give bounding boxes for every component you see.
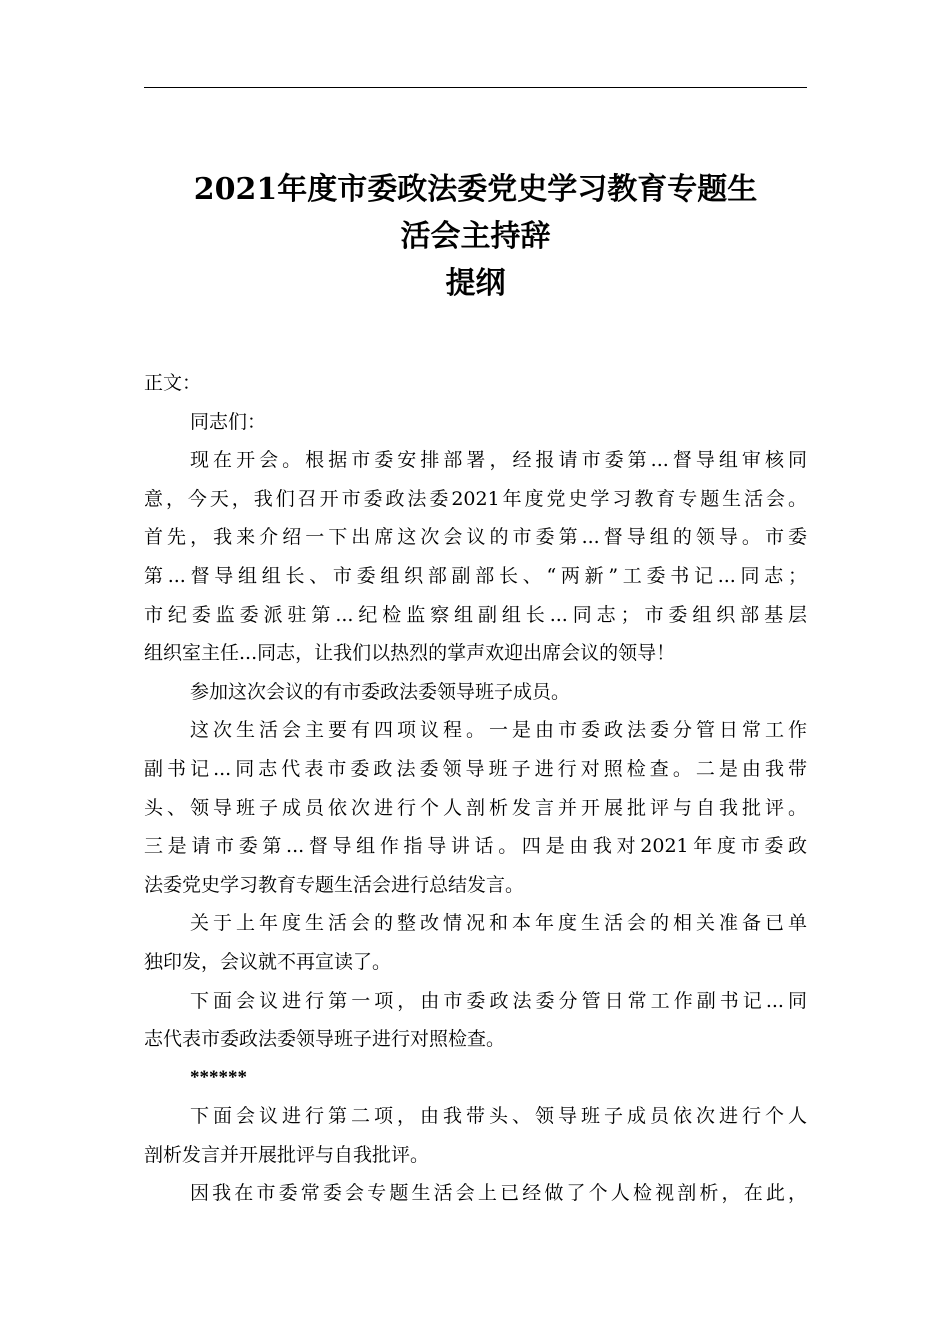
title-line-3: 提纲: [445, 266, 506, 301]
paragraph-line: 参加这次会议的有市委政法委领导班子成员。: [190, 680, 571, 703]
paragraph-line: 独印发，会议就不再宣读了。: [144, 950, 392, 973]
section-separator: ******: [190, 1066, 247, 1088]
header-rule: [144, 87, 807, 88]
body-label: 正文：: [144, 372, 202, 394]
title-line-2: 活会主持辞: [400, 219, 551, 254]
title-line-1: 2021年度市委政法委党史学习教育专题生: [193, 172, 758, 207]
paragraph-line: 头、领导班子成员依次进行个人剖析发言并开展批评与自我批评。: [144, 796, 807, 819]
paragraph-line: 志代表市委政法委领导班子进行对照检查。: [144, 1028, 506, 1051]
paragraph-line: 下面会议进行第一项，由市委政法委分管日常工作副书记...同: [190, 989, 807, 1012]
paragraph-line: 副书记...同志代表市委政法委领导班子进行对照检查。二是由我带: [144, 757, 807, 780]
paragraph-line: 三是请市委第...督导组作指导讲话。四是由我对2021年度市委政: [144, 835, 807, 858]
paragraph-line: 现在开会。根据市委安排部署，经报请市委第...督导组审核同: [190, 449, 807, 472]
paragraph-line: 下面会议进行第二项，由我带头、领导班子成员依次进行个人: [190, 1105, 807, 1128]
paragraph-line: 同志们：: [190, 410, 267, 433]
paragraph-line: 因我在市委常委会专题生活会上已经做了个人检视剖析，在此，: [190, 1182, 807, 1205]
paragraph-line: 组织室主任...同志，让我们以热烈的掌声欢迎出席会议的领导！: [144, 642, 676, 665]
paragraph-line: 市纪委监委派驻第...纪检监察组副组长...同志；市委组织部基层: [144, 603, 807, 626]
paragraph-line: 关于上年度生活会的整改情况和本年度生活会的相关准备已单: [190, 912, 807, 935]
paragraph-line: 法委党史学习教育专题生活会进行总结发言。: [144, 873, 525, 896]
paragraph-line: 第...督导组组长、市委组织部副部长、“两新”工委书记...同志；: [144, 564, 807, 587]
paragraph-line: 剖析发言并开展批评与自我批评。: [144, 1143, 430, 1166]
paragraph-line: 首先，我来介绍一下出席这次会议的市委第...督导组的领导。市委: [144, 526, 807, 549]
paragraph-line: 意，今天，我们召开市委政法委2021年度党史学习教育专题生活会。: [144, 487, 807, 510]
paragraph-line: 这次生活会主要有四项议程。一是由市委政法委分管日常工作: [190, 719, 807, 742]
document-title: [144, 166, 807, 307]
document-body: [144, 364, 807, 1213]
